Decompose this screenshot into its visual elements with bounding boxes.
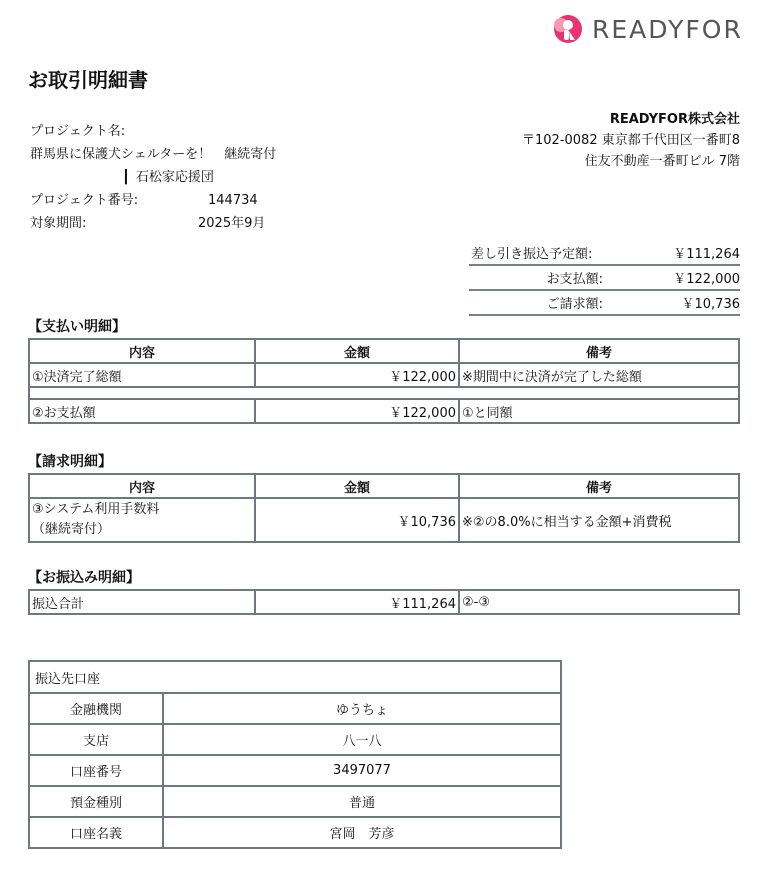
bank-label: 支店 <box>29 724 163 755</box>
bank-account-table <box>28 660 562 849</box>
bank-row <box>29 755 561 786</box>
company-name: READYFOR株式会社 <box>609 112 740 127</box>
summary-label: お支払額: <box>546 272 603 287</box>
bank-value: 八一八 <box>163 724 561 755</box>
table-row <box>29 363 739 387</box>
transfer-section-title: 【お振込み明細】 <box>28 570 140 586</box>
bank-row <box>29 693 561 724</box>
summary-box <box>469 241 740 316</box>
summary-amount: ￥10,736 <box>681 297 740 312</box>
bank-value: 普通 <box>163 786 561 817</box>
table-spacer-row <box>29 387 739 399</box>
billing-table <box>28 473 740 543</box>
summary-row <box>469 291 740 316</box>
bank-label: 金融機関 <box>29 693 163 724</box>
summary-label: 差し引き振込予定額: <box>471 247 593 262</box>
table-header-row <box>29 474 739 498</box>
spacer-cell <box>29 387 739 399</box>
bank-label: 口座名義 <box>29 817 163 848</box>
project-name: 群馬県に保護犬シェルターを！ 継続寄付 <box>30 147 277 162</box>
cell-amount: ￥122,000 <box>255 399 459 423</box>
table-header-row <box>29 339 739 363</box>
company-block <box>522 109 740 172</box>
bank-header-row <box>29 661 561 693</box>
cell-amount: ￥111,264 <box>255 590 459 614</box>
project-info <box>30 121 276 236</box>
bank-label: 預金種別 <box>29 786 163 817</box>
bank-row <box>29 724 561 755</box>
cell-content: ②お支払額 <box>29 399 255 423</box>
column-header: 内容 <box>29 474 255 498</box>
payment-section-title: 【支払い明細】 <box>28 319 126 335</box>
table-row <box>29 498 739 542</box>
billing-section-title: 【請求明細】 <box>28 454 112 470</box>
summary-row <box>469 266 740 291</box>
readyfor-logo <box>552 14 743 44</box>
column-header: 備考 <box>459 339 739 363</box>
project-number: 144734 <box>208 193 258 208</box>
project-name-label: プロジェクト名: <box>30 124 126 139</box>
period-label: 対象期間: <box>30 216 87 231</box>
bank-value: ゆうちょ <box>163 693 561 724</box>
logo-text: READYFOR <box>592 14 743 44</box>
company-address-line1: 〒102-0082 東京都千代田区一番町8 <box>522 133 740 148</box>
summary-amount: ￥111,264 <box>673 247 740 262</box>
project-number-label: プロジェクト番号: <box>30 193 139 208</box>
cell-content: ①決済完了総額 <box>29 363 255 387</box>
cell-note: ①と同額 <box>459 399 739 423</box>
bank-row <box>29 817 561 848</box>
table-row <box>29 590 739 614</box>
summary-row <box>469 241 740 266</box>
cell-note: ※期間中に決済が完了した総額 <box>459 363 739 387</box>
content-line2: （継続寄付） <box>32 522 111 537</box>
period-value: 2025年9月 <box>198 216 266 231</box>
company-address-line2: 住友不動産一番町ビル 7階 <box>584 154 740 169</box>
transfer-table <box>28 589 740 615</box>
document-title: お取引明細書 <box>28 68 148 92</box>
readyfor-logo-icon <box>552 14 584 44</box>
payment-table <box>28 338 740 424</box>
cell-amount: ￥10,736 <box>255 498 459 542</box>
subname-bar: ┃ <box>122 170 130 185</box>
cell-amount: ￥122,000 <box>255 363 459 387</box>
bank-label: 口座番号 <box>29 755 163 786</box>
table-row <box>29 399 739 423</box>
cell-note: ※②の8.0%に相当する金額+消費税 <box>459 498 739 542</box>
bank-value: 宮岡 芳彦 <box>163 817 561 848</box>
cell-note: ②-③ <box>459 590 739 614</box>
column-header: 金額 <box>255 474 459 498</box>
bank-value: 3497077 <box>163 755 561 786</box>
column-header: 内容 <box>29 339 255 363</box>
project-subname: 石松家応援団 <box>135 170 214 185</box>
summary-label: ご請求額: <box>546 297 603 312</box>
bank-header: 振込先口座 <box>29 661 561 693</box>
summary-amount: ￥122,000 <box>673 272 740 287</box>
content-line1: ③システム利用手数料 <box>32 502 160 517</box>
cell-content: 振込合計 <box>29 590 255 614</box>
bank-row <box>29 786 561 817</box>
column-header: 金額 <box>255 339 459 363</box>
cell-content <box>29 498 255 542</box>
column-header: 備考 <box>459 474 739 498</box>
